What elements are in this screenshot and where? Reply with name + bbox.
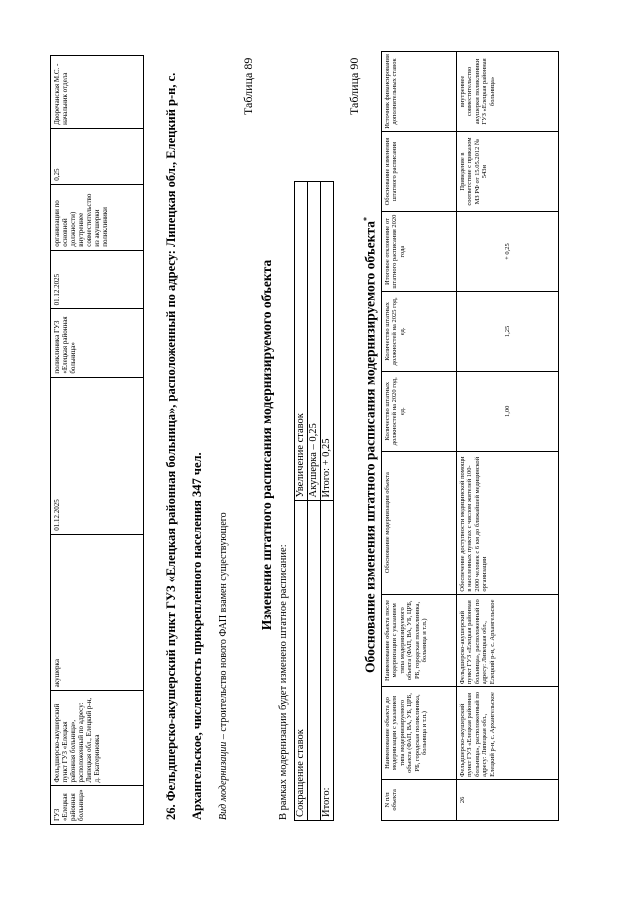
table-cell: Акушерка – 0,25 xyxy=(308,182,321,502)
table-cell: внутреннее совместительство акушерки поликлиники ГУЗ «Елецкая районная больница» xyxy=(457,52,559,132)
table-number: Таблица 89 xyxy=(241,57,255,115)
column-header: Обоснование изменения штатного расписания xyxy=(382,131,457,211)
table-note: В рамках модернизации будет изменено штатное расписание: xyxy=(278,544,289,820)
column-header: Источник финансирования дополнительных ставок xyxy=(382,52,457,132)
table-row xyxy=(295,182,308,821)
table-cell: Фельдшерско-акушерский пункт ГУЗ «Елецкая районная больница», расположенный по адресу: Липецкая обл., Елецкий р-н, д. Екатериновка xyxy=(51,691,144,786)
total-label: Итого: xyxy=(321,501,334,821)
table-cell: Фельдшерско-акушерский пункт ГУЗ «Елецкая районная больница», расположенный по адресу: Липецкая обл., Елецкий р-н, с. Архангельское xyxy=(457,594,559,687)
column-header: Количество штатных должностей на 2020 год, ед. xyxy=(382,371,457,451)
modernization-label: Вид модернизации xyxy=(218,741,229,820)
table-cell: 1,25 xyxy=(457,291,559,371)
total-value: Итого: + 0,25 xyxy=(321,182,334,502)
table-row xyxy=(321,182,334,821)
table-cell: 26 xyxy=(457,779,559,820)
table-title-text: Обоснование изменения штатного расписания модернизируемого объекта xyxy=(362,221,378,673)
table-cell: + 0,25 xyxy=(457,212,559,292)
column-header: Обоснование модернизации объекта xyxy=(382,451,457,594)
continuation-table xyxy=(50,55,144,825)
table-number: Таблица 90 xyxy=(347,57,361,115)
column-header: Наименование объекта после модернизации с указанием типа модернизируемого объекта (ФАП, ВА, УБ, ЦРБ, РБ, городская поликлиника, больница и т.п.) xyxy=(382,594,457,687)
column-header: Наименование объекта до модернизации с указанием типа модернизируемого объекта (ФАП, ВА, УБ, ЦРБ, РБ, городская поликлиника, больница и т.п.) xyxy=(382,687,457,780)
table-cell: 1,00 xyxy=(457,371,559,451)
table-cell: Обеспечение доступности медицинской помощи в населенных пунктах с числом жителей 100-2000 человек с 6 км до ближайшей медицинской организации xyxy=(457,451,559,594)
column-header: N п/п объекта xyxy=(382,779,457,820)
footnote-mark: * xyxy=(362,217,371,222)
table-cell: 0,25 xyxy=(51,128,144,184)
justification-table xyxy=(381,51,559,821)
table-title: Изменение штатного расписания модернизируемого объекта xyxy=(259,259,274,631)
column-header: Количество штатных должностей на 2025 год, ед. xyxy=(382,291,457,371)
column-header-increase: Увеличение ставок xyxy=(295,182,308,502)
table-row xyxy=(308,182,321,821)
table-header-row xyxy=(382,52,457,821)
section-heading: 26. Фельдшерско-акушерский пункт ГУЗ «Елецкая районная больница», расположенный по адресу: Липецкая обл., Елецкий р-н, с. Архангельское, численность прикрепленного населения 347 чел. xyxy=(164,72,204,820)
modernization-text: – строительство нового ФАП взамен существующего xyxy=(218,512,229,742)
table-cell: организации по основной должности) внутреннее совместительство из акушерки поликлиники xyxy=(51,184,144,250)
table-row xyxy=(457,52,559,821)
column-header-reduce: Сокращение ставок xyxy=(295,501,308,821)
staff-change-table xyxy=(294,181,334,821)
table-cell: Фельдшерско-акушерский пункт ГУЗ «Елецкая районная больница», расположенный по адресу: Липецкая обл., Елецкий р-н, с. Архангельское xyxy=(457,687,559,780)
table-cell: акушерка xyxy=(51,534,144,691)
table-cell xyxy=(308,501,321,821)
table-cell: ГУЗ «Елецкая районная больница» xyxy=(51,786,144,825)
modernization-type xyxy=(218,50,229,820)
table-cell: 01.12.2025 xyxy=(51,250,144,309)
table-cell: поликлиника ГУЗ «Елецкая районная больница» xyxy=(51,309,144,377)
table-title xyxy=(362,85,379,805)
table-row xyxy=(51,56,144,825)
table-cell: Дворечанская М.С. - начальник отдела xyxy=(51,56,144,129)
table-cell: Приведение в соответствие с приказом МЗ РФ от 15.05.2012 № 543н xyxy=(457,131,559,211)
column-header: Итоговое отклонение от штатного расписания 2020 года xyxy=(382,212,457,292)
table-cell: 01.12.2025 xyxy=(51,377,144,534)
